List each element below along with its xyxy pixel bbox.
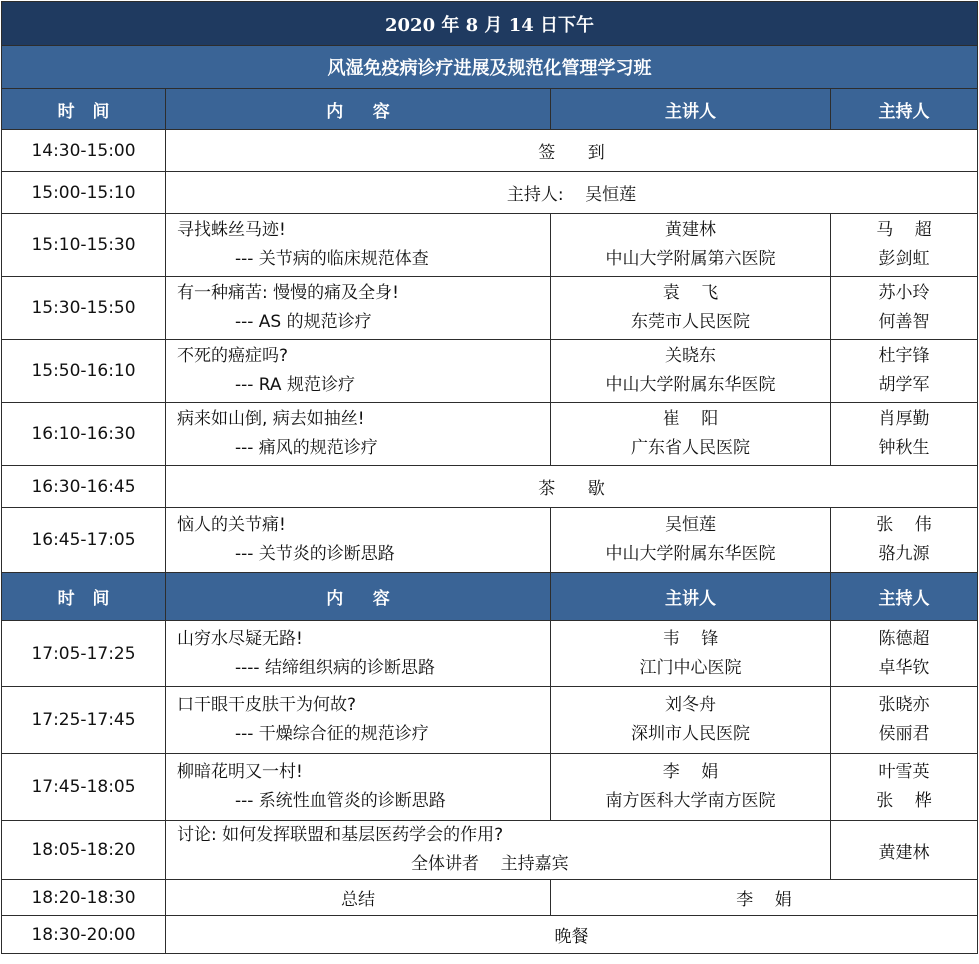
content-cell xyxy=(166,687,551,754)
topic-title: 有一种痛苦: 慢慢的痛及全身! xyxy=(177,283,399,303)
topic-title: 不死的癌症吗? xyxy=(177,346,289,366)
time-cell: 16:10-16:30 xyxy=(2,403,166,466)
host-cell: 黄建林 xyxy=(831,821,978,880)
table-row xyxy=(2,466,978,508)
content-cell xyxy=(166,403,551,466)
speaker-name: 关晓东 xyxy=(665,346,716,366)
table-row xyxy=(2,916,978,954)
topic-subtitle: ---- 结缔组织病的诊断思路 xyxy=(235,657,435,678)
speaker-name: 吴恒莲 xyxy=(665,515,716,535)
speaker-name: 袁 飞 xyxy=(662,283,719,303)
speaker-cell xyxy=(551,340,831,403)
time-cell: 16:30-16:45 xyxy=(2,466,166,508)
speaker-cell xyxy=(551,214,831,277)
host-name: 何善智 xyxy=(878,312,930,332)
header-row xyxy=(2,89,978,130)
date-title-row xyxy=(2,2,978,46)
event-cell: 晚餐 xyxy=(166,916,978,954)
header-speaker: 主讲人 xyxy=(551,573,831,621)
time-cell: 15:00-15:10 xyxy=(2,172,166,214)
host-name: 胡学军 xyxy=(878,375,930,395)
table-row xyxy=(2,214,978,277)
speaker-hospital: 江门中心医院 xyxy=(639,657,742,678)
topic-title: 山穷水尽疑无路! xyxy=(177,628,303,649)
time-cell: 14:30-15:00 xyxy=(2,130,166,172)
speaker-name: 黄建林 xyxy=(665,220,716,240)
speaker-cell xyxy=(551,277,831,340)
discussion-cell xyxy=(166,821,831,880)
speaker-name: 韦 锋 xyxy=(662,628,719,649)
topic-subtitle: --- 关节炎的诊断思路 xyxy=(235,544,395,564)
schedule-table xyxy=(1,1,978,954)
host-name: 叶雪英 xyxy=(878,762,930,782)
topic-subtitle: --- 关节病的临床规范体查 xyxy=(235,249,429,269)
host-name: 卓华钦 xyxy=(878,657,930,678)
speaker-name: 崔 阳 xyxy=(662,409,719,429)
content-cell xyxy=(166,214,551,277)
event-cell: 茶 歇 xyxy=(166,466,978,508)
host-name: 肖厚勤 xyxy=(878,409,930,429)
table-row xyxy=(2,172,978,214)
content-cell xyxy=(166,508,551,573)
topic-title: 寻找蛛丝马迹! xyxy=(177,220,286,240)
host-cell xyxy=(831,214,978,277)
speaker-hospital: 中山大学附属东华医院 xyxy=(605,544,776,564)
table-row xyxy=(2,508,978,573)
speaker-cell xyxy=(551,508,831,573)
host-name: 彭剑虹 xyxy=(878,249,930,269)
header-time: 时 间 xyxy=(2,89,166,130)
table-row xyxy=(2,403,978,466)
speaker-cell xyxy=(551,754,831,821)
host-name: 马 超 xyxy=(876,220,932,240)
header-row xyxy=(2,573,978,621)
speaker-cell xyxy=(551,687,831,754)
topic-subtitle: 全体讲者 主持嘉宾 xyxy=(411,854,569,874)
content-cell xyxy=(166,340,551,403)
date-title: 2020 年 8 月 14 日下午 xyxy=(2,2,978,46)
host-name: 陈德超 xyxy=(878,628,930,649)
speaker-hospital: 广东省人民医院 xyxy=(631,438,750,458)
host-cell xyxy=(831,508,978,573)
table-row xyxy=(2,687,978,754)
topic-title: 讨论: 如何发挥联盟和基层医药学会的作用? xyxy=(177,825,504,845)
table-row xyxy=(2,621,978,687)
speaker-name: 刘冬舟 xyxy=(665,695,716,715)
time-cell: 15:50-16:10 xyxy=(2,340,166,403)
speaker-hospital: 东莞市人民医院 xyxy=(631,312,750,332)
event-cell: 签 到 xyxy=(166,130,978,172)
host-cell xyxy=(831,687,978,754)
topic-title: 柳暗花明又一村! xyxy=(177,762,303,782)
event-cell: 总结 xyxy=(166,880,551,916)
host-cell xyxy=(831,754,978,821)
host-cell xyxy=(831,621,978,687)
content-cell xyxy=(166,277,551,340)
host-name: 侯丽君 xyxy=(878,724,930,744)
course-title: 风湿免疫病诊疗进展及规范化管理学习班 xyxy=(2,46,978,89)
topic-subtitle: --- 痛风的规范诊疗 xyxy=(235,438,378,458)
table-row xyxy=(2,130,978,172)
host-name: 苏小玲 xyxy=(878,283,930,303)
speaker-cell xyxy=(551,621,831,687)
content-cell xyxy=(166,621,551,687)
content-cell xyxy=(166,754,551,821)
time-cell: 17:45-18:05 xyxy=(2,754,166,821)
speaker-hospital: 深圳市人民医院 xyxy=(631,724,750,744)
table-row xyxy=(2,880,978,916)
time-cell: 18:05-18:20 xyxy=(2,821,166,880)
host-cell xyxy=(831,277,978,340)
table-row xyxy=(2,277,978,340)
host-name: 杜宇锋 xyxy=(878,346,930,366)
header-host: 主持人 xyxy=(831,89,978,130)
speaker-hospital: 南方医科大学南方医院 xyxy=(605,791,776,811)
table-row xyxy=(2,821,978,880)
speaker-hospital: 中山大学附属第六医院 xyxy=(605,249,776,269)
host-cell xyxy=(831,340,978,403)
topic-title: 恼人的关节痛! xyxy=(177,515,286,535)
speaker-hospital: 中山大学附属东华医院 xyxy=(605,375,776,395)
host-name: 张晓亦 xyxy=(878,695,930,715)
host-name: 钟秋生 xyxy=(878,438,930,458)
time-cell: 17:25-17:45 xyxy=(2,687,166,754)
table-row xyxy=(2,340,978,403)
topic-subtitle: --- 系统性血管炎的诊断思路 xyxy=(235,791,446,811)
topic-title: 病来如山倒, 病去如抽丝! xyxy=(177,409,365,429)
host-name: 张 伟 xyxy=(876,515,932,535)
header-content: 内 容 xyxy=(166,573,551,621)
topic-title: 口干眼干皮肤干为何故? xyxy=(177,695,357,715)
host-cell xyxy=(831,403,978,466)
speaker-name: 李 娟 xyxy=(662,762,719,782)
speaker-cell xyxy=(551,403,831,466)
topic-subtitle: --- 干燥综合征的规范诊疗 xyxy=(235,724,429,744)
table-row xyxy=(2,754,978,821)
event-cell: 主持人: 吴恒莲 xyxy=(166,172,978,214)
topic-subtitle: --- AS 的规范诊疗 xyxy=(235,312,372,332)
host-name: 骆九源 xyxy=(878,544,930,564)
time-cell: 16:45-17:05 xyxy=(2,508,166,573)
topic-subtitle: --- RA 规范诊疗 xyxy=(235,375,355,395)
time-cell: 15:30-15:50 xyxy=(2,277,166,340)
time-cell: 18:20-18:30 xyxy=(2,880,166,916)
header-host: 主持人 xyxy=(831,573,978,621)
header-content: 内 容 xyxy=(166,89,551,130)
header-speaker: 主讲人 xyxy=(551,89,831,130)
host-name: 张 桦 xyxy=(876,791,932,811)
header-time: 时 间 xyxy=(2,573,166,621)
course-title-row xyxy=(2,46,978,89)
time-cell: 15:10-15:30 xyxy=(2,214,166,277)
time-cell: 17:05-17:25 xyxy=(2,621,166,687)
speaker-cell: 李 娟 xyxy=(551,880,978,916)
time-cell: 18:30-20:00 xyxy=(2,916,166,954)
